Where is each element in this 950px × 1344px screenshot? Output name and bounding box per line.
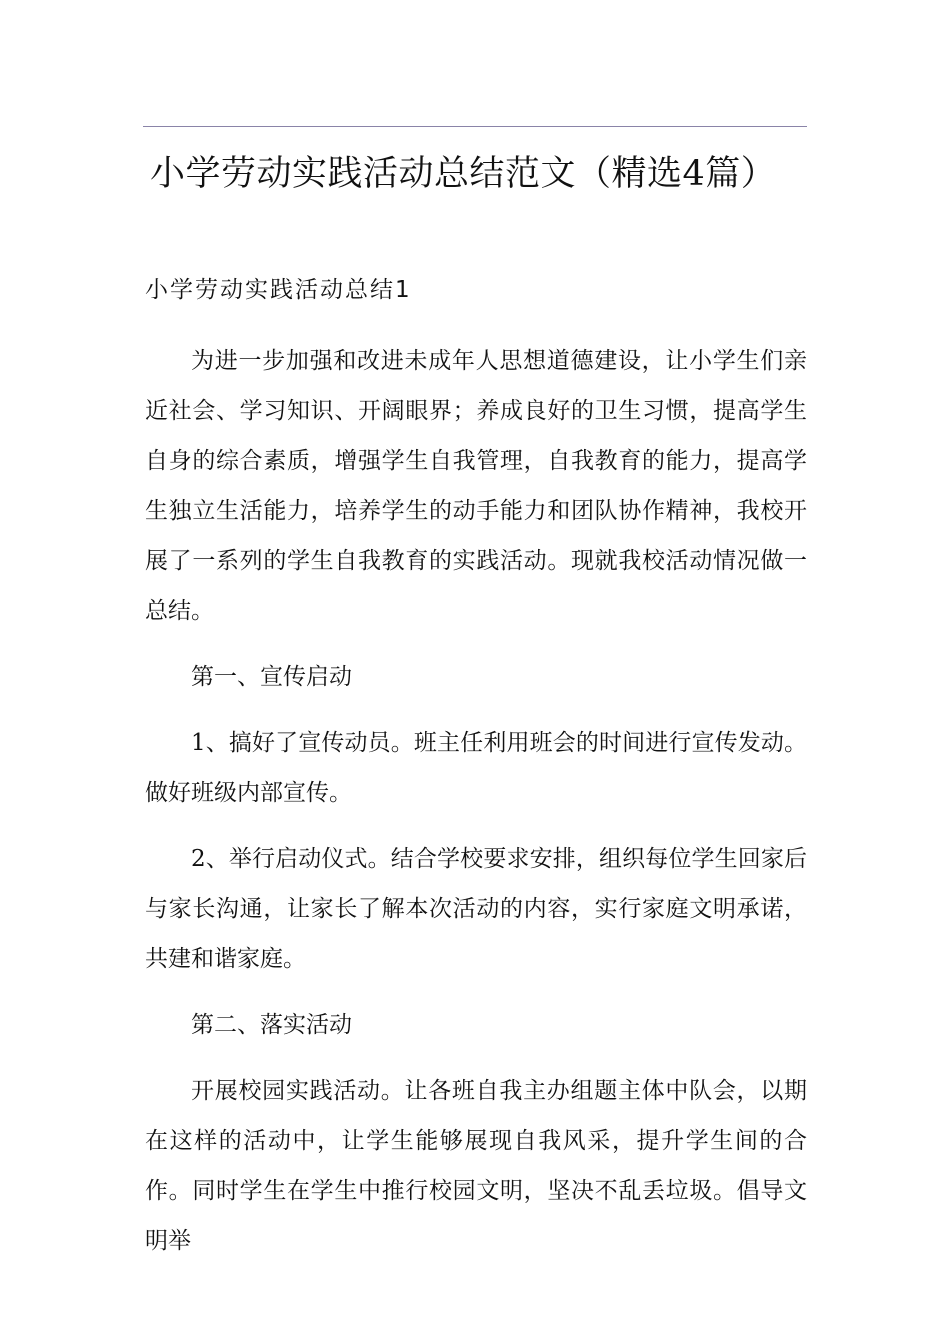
document-body [145,336,807,1282]
document-title: 小学劳动实践活动总结范文（精选4篇） [150,154,777,194]
section-heading: 小学劳动实践活动总结1 [145,277,412,303]
subheading-implementation: 第二、落实活动 [191,1012,352,1038]
paragraph-implementation: 开展校园实践活动。让各班自我主办组题主体中队会，以期在这样的活动中，让学生能够展现自我风采，提升学生间的合作。同时学生在学生中推行校园文明，坚决不乱丢垃圾。倡导文明举 [145,1078,807,1254]
paragraph-intro: 为进一步加强和改进未成年人思想道德建设，让小学生们亲近社会、学习知识、开阔眼界；养成良好的卫生习惯，提高学生自身的综合素质，增强学生自我管理，自我教育的能力，提高学生独立生活能力，培养学生的动手能力和团队协作精神，我校开展了一系列的学生自我教育的实践活动。现就我校活动情况做一总结。 [145,348,807,624]
paragraph-publicity-2: 2、举行启动仪式。结合学校要求安排，组织每位学生回家后与家长沟通，让家长了解本次活动的内容，实行家庭文明承诺，共建和谐家庭。 [145,846,807,972]
header-divider [143,126,807,127]
paragraph-publicity-1: 1、搞好了宣传动员。班主任利用班会的时间进行宣传发动。做好班级内部宣传。 [145,730,807,806]
subheading-publicity: 第一、宣传启动 [191,664,352,690]
